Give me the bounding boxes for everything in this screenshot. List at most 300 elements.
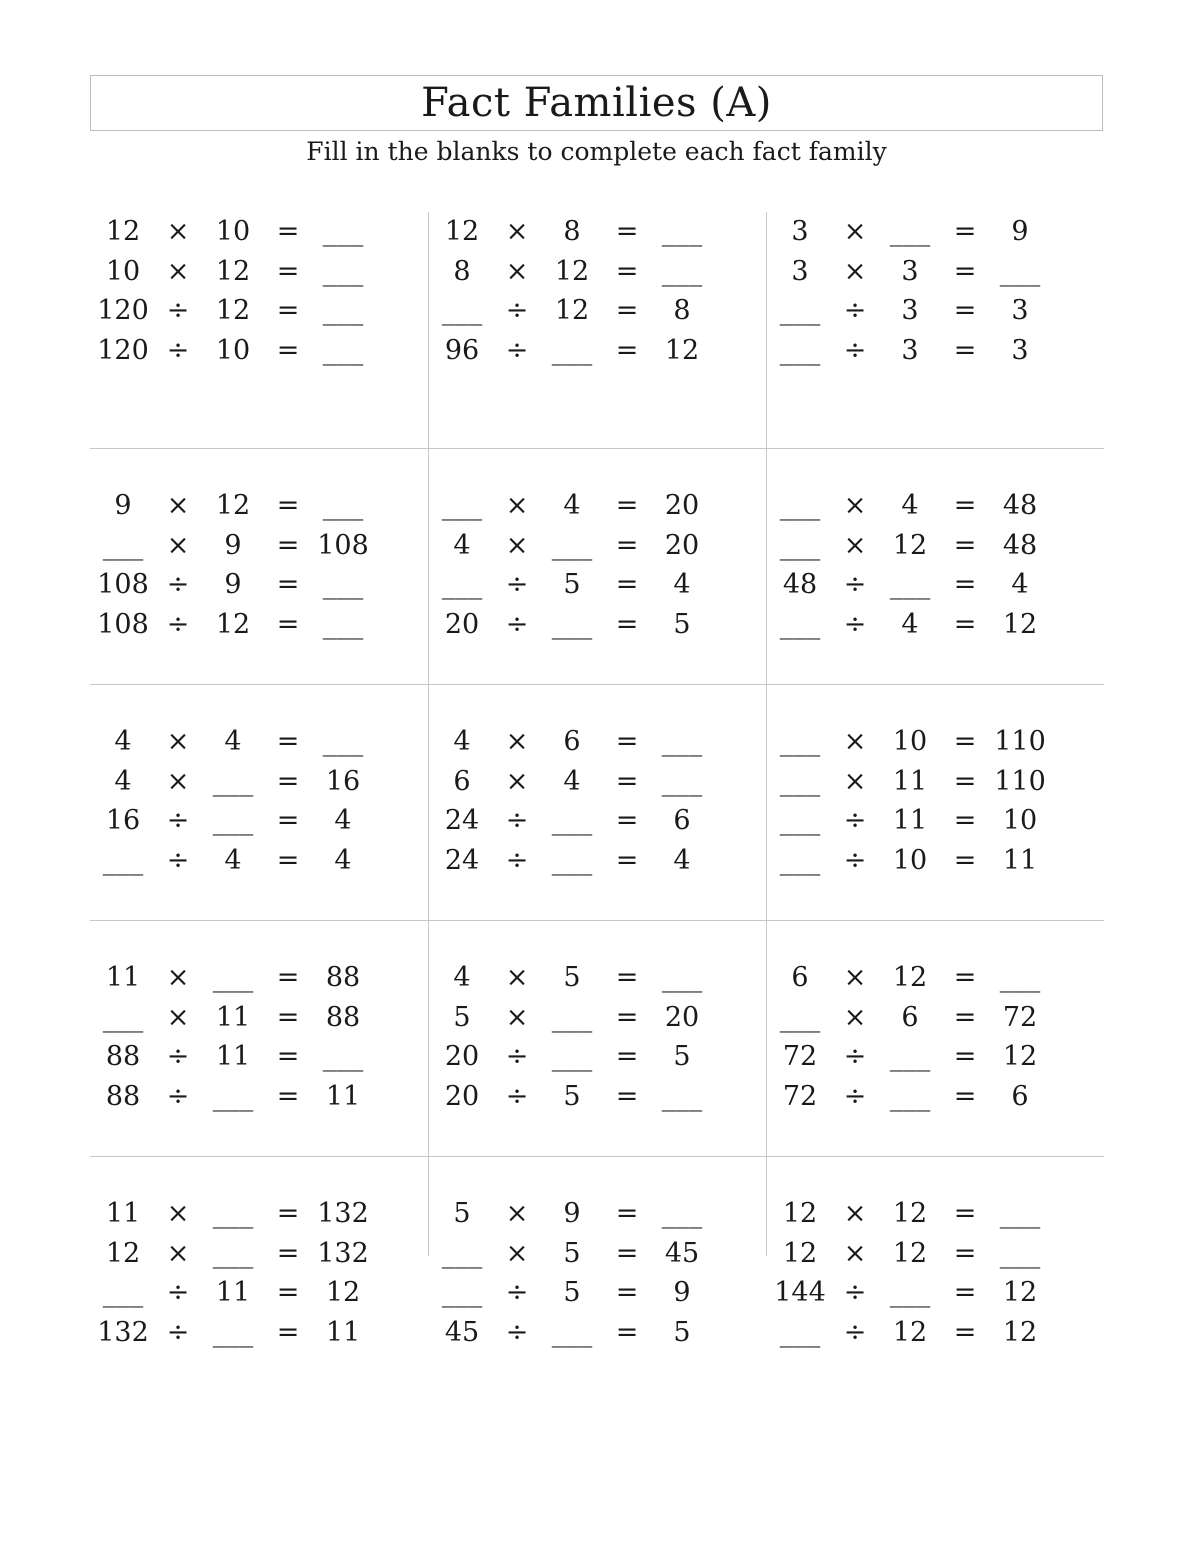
- operand-a: 20: [444, 608, 480, 640]
- operand-a: 5: [453, 1198, 471, 1230]
- result: 9: [673, 1277, 691, 1309]
- result: 88: [325, 962, 361, 994]
- operator: ×: [166, 255, 190, 287]
- result: 12: [1002, 1041, 1038, 1073]
- operator: ×: [166, 765, 190, 797]
- operand-b: 4: [224, 844, 242, 876]
- result: 4: [1011, 569, 1029, 601]
- operator: ×: [166, 216, 190, 248]
- operator: ÷: [843, 1041, 867, 1073]
- blank[interactable]: ___: [212, 1237, 254, 1269]
- operator: ÷: [505, 844, 529, 876]
- equation: [91, 252, 428, 292]
- operator: ×: [166, 1237, 190, 1269]
- blank[interactable]: ___: [322, 255, 364, 287]
- operator: ×: [843, 962, 867, 994]
- result: 88: [325, 1001, 361, 1033]
- fact-family: [428, 685, 766, 920]
- operand-b: 4: [901, 608, 919, 640]
- blank[interactable]: ___: [661, 726, 703, 758]
- equation: [91, 1194, 428, 1234]
- equation: [91, 762, 428, 802]
- equals-sign: =: [953, 1316, 977, 1348]
- operand-b: 4: [224, 726, 242, 758]
- operand-a: 12: [782, 1237, 818, 1269]
- fact-family: [766, 212, 1104, 448]
- blank[interactable]: ___: [212, 962, 254, 994]
- operand-b: 4: [563, 765, 581, 797]
- blank[interactable]: ___: [441, 569, 483, 601]
- operand-a: 6: [791, 962, 809, 994]
- equals-sign: =: [953, 529, 977, 561]
- equation: [430, 565, 766, 605]
- operator: ×: [843, 255, 867, 287]
- blank[interactable]: ___: [322, 334, 364, 366]
- equation: [91, 605, 428, 645]
- equation: [91, 1313, 428, 1353]
- blank[interactable]: ___: [551, 1316, 593, 1348]
- blank[interactable]: ___: [779, 1316, 821, 1348]
- equals-sign: =: [276, 1198, 300, 1230]
- equals-sign: =: [953, 962, 977, 994]
- equation: [430, 801, 766, 841]
- equation-list: [430, 212, 766, 370]
- equation: [430, 291, 766, 331]
- operand-a: 11: [105, 962, 141, 994]
- operator: ÷: [843, 608, 867, 640]
- equation: [768, 998, 1104, 1038]
- operand-a: 8: [453, 255, 471, 287]
- equation: [430, 762, 766, 802]
- equation: [91, 958, 428, 998]
- equals-sign: =: [276, 255, 300, 287]
- equation: [430, 605, 766, 645]
- equation: [768, 1194, 1104, 1234]
- equation: [430, 1313, 766, 1353]
- equals-sign: =: [276, 1237, 300, 1269]
- operator: ÷: [843, 334, 867, 366]
- equation: [768, 841, 1104, 881]
- operator: ÷: [166, 1277, 190, 1309]
- result: 5: [673, 1316, 691, 1348]
- operator: ÷: [843, 1277, 867, 1309]
- blank[interactable]: ___: [889, 1080, 931, 1112]
- equals-sign: =: [276, 569, 300, 601]
- equation: [768, 605, 1104, 645]
- blank[interactable]: ___: [322, 608, 364, 640]
- equation-list: [430, 1194, 766, 1352]
- equals-sign: =: [953, 765, 977, 797]
- blank[interactable]: ___: [779, 529, 821, 561]
- operator: ÷: [166, 805, 190, 837]
- operator: ÷: [843, 1316, 867, 1348]
- blank[interactable]: ___: [779, 1001, 821, 1033]
- operand-b: 12: [215, 255, 251, 287]
- equals-sign: =: [276, 608, 300, 640]
- equals-sign: =: [276, 726, 300, 758]
- operand-b: 8: [563, 216, 581, 248]
- blank[interactable]: ___: [551, 1041, 593, 1073]
- equation-list: [430, 722, 766, 880]
- operator: ×: [843, 490, 867, 522]
- blank[interactable]: ___: [661, 255, 703, 287]
- equation-list: [768, 212, 1104, 370]
- operand-b: 9: [224, 569, 242, 601]
- equation: [430, 331, 766, 371]
- equation: [768, 565, 1104, 605]
- equals-sign: =: [615, 1001, 639, 1033]
- operator: ×: [505, 1198, 529, 1230]
- blank[interactable]: ___: [889, 1277, 931, 1309]
- equation: [91, 291, 428, 331]
- equals-sign: =: [953, 216, 977, 248]
- result: 10: [1002, 805, 1038, 837]
- equals-sign: =: [276, 1080, 300, 1112]
- blank[interactable]: ___: [889, 216, 931, 248]
- operand-b: 12: [892, 1237, 928, 1269]
- equation: [91, 565, 428, 605]
- result: 4: [673, 569, 691, 601]
- operator: ÷: [166, 334, 190, 366]
- equals-sign: =: [276, 1041, 300, 1073]
- result: 11: [325, 1080, 361, 1112]
- equation-list: [91, 1194, 428, 1352]
- equation: [768, 1313, 1104, 1353]
- equals-sign: =: [615, 529, 639, 561]
- worksheet-subtitle: Fill in the blanks to complete each fact family: [306, 137, 887, 166]
- operand-a: 16: [105, 805, 141, 837]
- operand-a: 5: [453, 1001, 471, 1033]
- operand-a: 10: [105, 255, 141, 287]
- blank[interactable]: ___: [102, 1001, 144, 1033]
- result: 48: [1002, 490, 1038, 522]
- equals-sign: =: [615, 255, 639, 287]
- blank[interactable]: ___: [889, 569, 931, 601]
- operand-b: 12: [554, 255, 590, 287]
- result: 5: [673, 1041, 691, 1073]
- blank[interactable]: ___: [212, 805, 254, 837]
- result: 110: [994, 765, 1046, 797]
- equals-sign: =: [615, 216, 639, 248]
- equals-sign: =: [953, 805, 977, 837]
- operand-b: 9: [563, 1198, 581, 1230]
- operator: ÷: [166, 1041, 190, 1073]
- problem-row: [90, 684, 1104, 920]
- result: 11: [1002, 844, 1038, 876]
- operator: ÷: [166, 1080, 190, 1112]
- problem-grid: [90, 212, 1104, 1348]
- result: 6: [1011, 1080, 1029, 1112]
- equals-sign: =: [615, 490, 639, 522]
- fact-family: [766, 449, 1104, 684]
- blank[interactable]: ___: [551, 805, 593, 837]
- blank[interactable]: ___: [551, 334, 593, 366]
- equation: [91, 331, 428, 371]
- equation: [91, 1234, 428, 1274]
- operand-b: 6: [563, 726, 581, 758]
- operator: ÷: [505, 569, 529, 601]
- result: 132: [317, 1198, 369, 1230]
- equation-list: [91, 212, 428, 370]
- result: 4: [334, 805, 352, 837]
- result: 4: [673, 844, 691, 876]
- blank[interactable]: ___: [212, 1316, 254, 1348]
- operand-b: 5: [563, 1277, 581, 1309]
- equals-sign: =: [953, 255, 977, 287]
- operator: ÷: [505, 1041, 529, 1073]
- equals-sign: =: [276, 334, 300, 366]
- blank[interactable]: ___: [551, 529, 593, 561]
- operator: ×: [505, 216, 529, 248]
- result: 12: [664, 334, 700, 366]
- equals-sign: =: [276, 490, 300, 522]
- result: 16: [325, 765, 361, 797]
- blank[interactable]: ___: [661, 962, 703, 994]
- fact-family: [428, 449, 766, 684]
- equation-list: [91, 958, 428, 1116]
- blank[interactable]: ___: [551, 608, 593, 640]
- result: 12: [1002, 608, 1038, 640]
- blank[interactable]: ___: [212, 765, 254, 797]
- operator: ÷: [166, 569, 190, 601]
- operand-b: 10: [892, 844, 928, 876]
- equals-sign: =: [953, 1277, 977, 1309]
- blank[interactable]: ___: [102, 844, 144, 876]
- blank[interactable]: ___: [779, 805, 821, 837]
- blank[interactable]: ___: [102, 1277, 144, 1309]
- blank[interactable]: ___: [661, 765, 703, 797]
- operator: ×: [166, 962, 190, 994]
- result: 5: [673, 608, 691, 640]
- operand-a: 48: [782, 569, 818, 601]
- equals-sign: =: [276, 1277, 300, 1309]
- blank[interactable]: ___: [779, 295, 821, 327]
- equation: [430, 1273, 766, 1313]
- operand-b: 5: [563, 1237, 581, 1269]
- equation-list: [91, 486, 428, 644]
- blank[interactable]: ___: [889, 1041, 931, 1073]
- result: 12: [325, 1277, 361, 1309]
- operand-b: 10: [215, 334, 251, 366]
- equation: [768, 486, 1104, 526]
- blank[interactable]: ___: [779, 726, 821, 758]
- operator: ×: [166, 490, 190, 522]
- fact-family: [428, 212, 766, 448]
- equation-list: [768, 1194, 1104, 1352]
- blank[interactable]: ___: [661, 216, 703, 248]
- fact-family: [428, 921, 766, 1156]
- blank[interactable]: ___: [999, 1237, 1041, 1269]
- operand-a: 88: [105, 1041, 141, 1073]
- blank[interactable]: ___: [102, 529, 144, 561]
- equation: [91, 1273, 428, 1313]
- equals-sign: =: [276, 844, 300, 876]
- problem-row: [90, 1156, 1104, 1348]
- equation: [768, 1077, 1104, 1117]
- operator: ÷: [505, 608, 529, 640]
- blank[interactable]: ___: [322, 726, 364, 758]
- blank[interactable]: ___: [212, 1198, 254, 1230]
- operand-b: 3: [901, 255, 919, 287]
- equals-sign: =: [953, 295, 977, 327]
- equation: [768, 291, 1104, 331]
- operand-b: 12: [892, 1316, 928, 1348]
- result: 20: [664, 529, 700, 561]
- fact-family: [90, 921, 428, 1156]
- equals-sign: =: [953, 1041, 977, 1073]
- equals-sign: =: [615, 1237, 639, 1269]
- equation-list: [430, 486, 766, 644]
- operand-a: 96: [444, 334, 480, 366]
- blank[interactable]: ___: [999, 962, 1041, 994]
- result: 11: [325, 1316, 361, 1348]
- blank[interactable]: ___: [999, 1198, 1041, 1230]
- operand-a: 72: [782, 1080, 818, 1112]
- equals-sign: =: [276, 962, 300, 994]
- blank[interactable]: ___: [322, 1041, 364, 1073]
- operator: ÷: [505, 805, 529, 837]
- operator: ×: [505, 726, 529, 758]
- equation: [768, 762, 1104, 802]
- operand-a: 120: [97, 295, 149, 327]
- operator: ×: [843, 1001, 867, 1033]
- operator: ÷: [843, 569, 867, 601]
- operator: ×: [166, 1198, 190, 1230]
- operator: ÷: [505, 1277, 529, 1309]
- operand-b: 3: [901, 295, 919, 327]
- operator: ÷: [505, 295, 529, 327]
- operand-a: 88: [105, 1080, 141, 1112]
- operand-b: 5: [563, 569, 581, 601]
- blank[interactable]: ___: [441, 295, 483, 327]
- blank[interactable]: ___: [999, 255, 1041, 287]
- equation: [430, 1194, 766, 1234]
- operand-b: 5: [563, 962, 581, 994]
- result: 3: [1011, 295, 1029, 327]
- equation-list: [430, 958, 766, 1116]
- blank[interactable]: ___: [661, 1080, 703, 1112]
- equation: [91, 998, 428, 1038]
- equals-sign: =: [615, 1198, 639, 1230]
- equation: [430, 1077, 766, 1117]
- operand-a: 12: [105, 1237, 141, 1269]
- blank[interactable]: ___: [441, 1237, 483, 1269]
- equals-sign: =: [615, 844, 639, 876]
- blank[interactable]: ___: [322, 490, 364, 522]
- operand-b: 12: [892, 529, 928, 561]
- equals-sign: =: [615, 334, 639, 366]
- blank[interactable]: ___: [551, 1001, 593, 1033]
- operand-a: 108: [97, 608, 149, 640]
- equation: [768, 958, 1104, 998]
- operator: ×: [505, 765, 529, 797]
- equation: [430, 958, 766, 998]
- equation: [430, 486, 766, 526]
- operand-a: 24: [444, 805, 480, 837]
- equation: [768, 722, 1104, 762]
- equation: [768, 526, 1104, 566]
- equals-sign: =: [615, 1277, 639, 1309]
- equation-list: [768, 486, 1104, 644]
- operator: ×: [505, 962, 529, 994]
- blank[interactable]: ___: [661, 1198, 703, 1230]
- equation: [768, 1234, 1104, 1274]
- equation: [91, 841, 428, 881]
- equals-sign: =: [615, 1041, 639, 1073]
- result: 108: [317, 529, 369, 561]
- operand-b: 10: [892, 726, 928, 758]
- operator: ×: [505, 1237, 529, 1269]
- blank[interactable]: ___: [779, 844, 821, 876]
- operator: ÷: [166, 295, 190, 327]
- equation: [430, 252, 766, 292]
- blank[interactable]: ___: [322, 569, 364, 601]
- operand-a: 6: [453, 765, 471, 797]
- equation: [768, 1273, 1104, 1313]
- equation: [91, 486, 428, 526]
- fact-family: [90, 212, 428, 448]
- problem-row: [90, 448, 1104, 684]
- operator: ×: [843, 1237, 867, 1269]
- operand-b: 4: [901, 490, 919, 522]
- equation-list: [91, 722, 428, 880]
- equals-sign: =: [276, 805, 300, 837]
- blank[interactable]: ___: [441, 490, 483, 522]
- blank[interactable]: ___: [212, 1080, 254, 1112]
- equals-sign: =: [615, 608, 639, 640]
- operand-a: 12: [105, 216, 141, 248]
- operand-a: 3: [791, 255, 809, 287]
- equation: [430, 998, 766, 1038]
- equation: [91, 722, 428, 762]
- blank[interactable]: ___: [441, 1277, 483, 1309]
- operand-b: 11: [215, 1277, 251, 1309]
- blank[interactable]: ___: [779, 490, 821, 522]
- result: 132: [317, 1237, 369, 1269]
- operand-a: 72: [782, 1041, 818, 1073]
- operand-a: 12: [444, 216, 480, 248]
- equals-sign: =: [953, 569, 977, 601]
- operator: ×: [166, 726, 190, 758]
- result: 12: [1002, 1277, 1038, 1309]
- equals-sign: =: [615, 765, 639, 797]
- equals-sign: =: [953, 844, 977, 876]
- equation: [430, 212, 766, 252]
- operator: ÷: [843, 295, 867, 327]
- blank[interactable]: ___: [322, 216, 364, 248]
- result: 9: [1011, 216, 1029, 248]
- fact-family: [766, 921, 1104, 1156]
- blank[interactable]: ___: [779, 334, 821, 366]
- blank[interactable]: ___: [779, 608, 821, 640]
- result: 12: [1002, 1316, 1038, 1348]
- equals-sign: =: [615, 726, 639, 758]
- operator: ÷: [843, 1080, 867, 1112]
- equation: [768, 331, 1104, 371]
- blank[interactable]: ___: [322, 295, 364, 327]
- operator: ÷: [505, 1080, 529, 1112]
- operand-b: 5: [563, 1080, 581, 1112]
- blank[interactable]: ___: [551, 844, 593, 876]
- result: 4: [334, 844, 352, 876]
- operand-b: 9: [224, 529, 242, 561]
- equals-sign: =: [615, 962, 639, 994]
- operator: ÷: [166, 1316, 190, 1348]
- blank[interactable]: ___: [779, 765, 821, 797]
- worksheet-title: Fact Families (A): [421, 80, 772, 126]
- operator: ×: [505, 255, 529, 287]
- operand-b: 6: [901, 1001, 919, 1033]
